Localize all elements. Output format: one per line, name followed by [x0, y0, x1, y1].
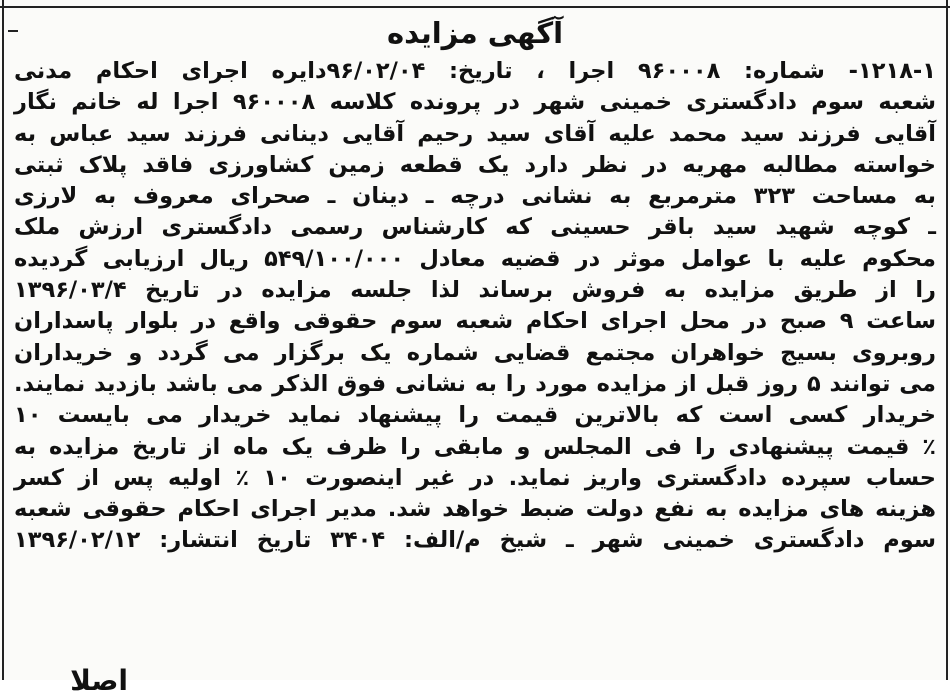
- notice-body: [14, 56, 936, 557]
- notice-line: ـ کوچه شهید سید باقر حسینی که کارشناس رسمی دادگستری ارزش ملک: [14, 214, 936, 241]
- notice-line: سوم دادگستری خمینی شهر ـ شیخ م/الف: ۳۴۰۴ تاریخ انتشار: ۱۳۹۶/۰۲/۱۲: [14, 527, 937, 554]
- notice-line: آقایی فرزند سید محمد علیه آقای سید رحیم آقایی دینانی فرزند سید عباس به: [14, 120, 936, 147]
- notice-line: را از طریق مزایده به فروش برساند لذا جلسه مزایده در تاریخ ۱۳۹۶/۰۳/۴: [14, 277, 936, 304]
- right-column-rule: [946, 0, 948, 680]
- notice-line: ٪ قیمت پیشنهادی را فی المجلس و مابقی را ظرف یک ماه از تاریخ مزایده به: [14, 433, 936, 460]
- notice-line: شعبه سوم دادگستری خمینی شهر در پرونده کلاسه ۹۶۰۰۰۸ اجرا له خانم نگار: [14, 89, 936, 116]
- notice-line: ساعت ۹ صبح در محل اجرای احکام شعبه سوم حقوقی واقع در بلوار پاسداران: [14, 308, 936, 335]
- notice-line: ۱۲۱۸-۱- شماره: ۹۶۰۰۰۸ اجرا ، تاریخ: ۹۶/۰۲/۰۴دایره اجرای احکام مدنی: [14, 58, 937, 84]
- top-border-rule: [0, 6, 950, 8]
- notice-line: خواسته مطالبه مهریه در نظر دارد یک قطعه زمین کشاورزی فاقد پلاک ثبتی: [14, 151, 936, 178]
- notice-line: خریدار کسی است که بالاترین قیمت را پیشنهاد نماید خریدار می بایست ۱۰: [14, 402, 936, 429]
- notice-line: حساب سپرده دادگستری واریز نماید. در غیر اینصورت ۱۰ ٪ اولیه پس از کسر: [14, 464, 936, 491]
- notice-title: آگهی مزایده: [386, 16, 564, 50]
- notice-line: روبروی بسیج خواهران مجتمع قضایی شماره یک برگزار می گردد و خریداران: [14, 339, 936, 366]
- notice-line: می توانند ۵ روز قبل از مزایده مورد را به نشانی فوق الذکر می باشد بازدید نمایند.: [14, 370, 936, 397]
- notice-line: هزینه های مزایده به نفع دولت ضبط خواهد شد. مدیر اجرای احکام حقوقی شعبه: [14, 496, 936, 523]
- left-column-rule: [2, 0, 4, 680]
- notice-line: به مساحت ۳۲۳ مترمربع به نشانی درچه ـ دینان ـ صحرای معروف به لارزی: [14, 183, 936, 210]
- next-notice-title-fragment: اصلا: [70, 664, 128, 697]
- auction-notice: [14, 10, 936, 557]
- notice-line: محکوم علیه با عوامل موثر در قضیه معادل ۵۴۹/۱۰۰/۰۰۰ ریال ارزیابی گردیده: [14, 245, 936, 272]
